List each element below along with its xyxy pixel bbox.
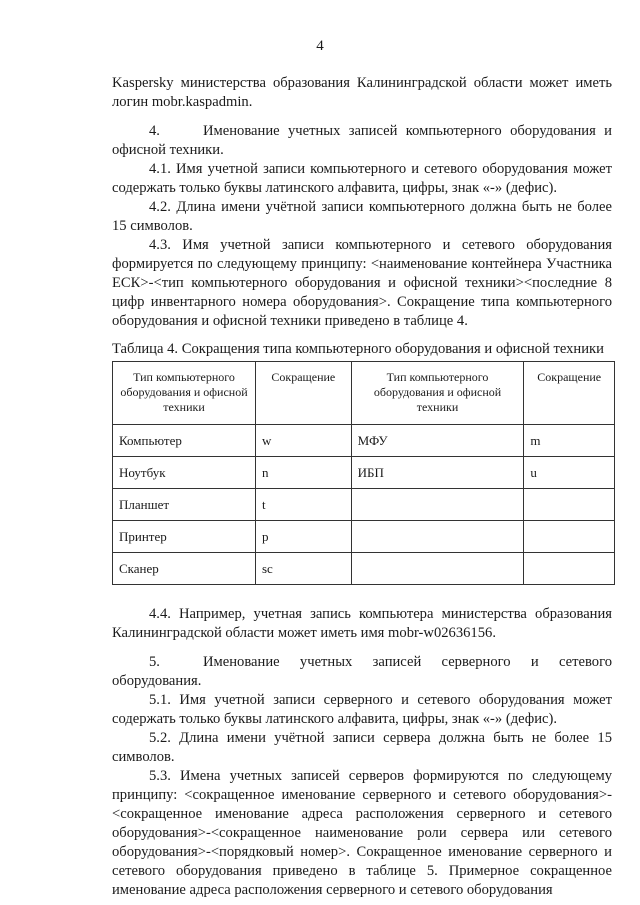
paragraph-5-3: 5.3. Имена учетных записей серверов формируются по следующему принципу: <сокращенное именование серверного и сетевого оборудования>-<сокращенное именование адреса расположения серверного и сетевого оборудования>-<сокращенное наименование роли сервера или сетевого оборудования>-<порядковый номер>. Сокращенное именование серверного и сетевого оборудования приведено в таблице 5. Примерное сокращенное именование адреса расположения серверного и сетевого оборудования <box>112 768 612 898</box>
paragraph-5-2: 5.2. Длина имени учётной записи сервера должна быть не более 15 символов. <box>112 730 612 765</box>
header-abbr-1: Сокращение <box>255 362 351 425</box>
cell-abbr: t <box>255 489 351 521</box>
header-type-1: Тип компьютерного оборудования и офисной техники <box>113 362 256 425</box>
table-row <box>113 489 615 521</box>
table-row <box>113 425 615 457</box>
cell-abbr <box>524 489 615 521</box>
header-type-2: Тип компьютерного оборудования и офисной техники <box>351 362 524 425</box>
cell-type: Ноутбук <box>113 457 256 489</box>
cell-type: Планшет <box>113 489 256 521</box>
cell-type <box>351 489 524 521</box>
cell-type: ИБП <box>351 457 524 489</box>
document-body <box>112 74 612 900</box>
cell-abbr <box>524 521 615 553</box>
table-row <box>113 553 615 585</box>
cell-type <box>351 553 524 585</box>
cell-type: Принтер <box>113 521 256 553</box>
section-5-number: 5. <box>149 654 160 670</box>
table-row <box>113 521 615 553</box>
paragraph-5-1: 5.1. Имя учетной записи серверного и сетевого оборудования может содержать только буквы латинского алфавита, цифры, знак «-» (дефис). <box>112 692 612 727</box>
cell-type: Сканер <box>113 553 256 585</box>
cell-type: Компьютер <box>113 425 256 457</box>
cell-abbr: u <box>524 457 615 489</box>
cell-abbr <box>524 553 615 585</box>
paragraph-4-1: 4.1. Имя учетной записи компьютерного и сетевого оборудования может содержать только буквы латинского алфавита, цифры, знак «-» (дефис). <box>112 161 612 196</box>
cell-type <box>351 521 524 553</box>
page-number: 4 <box>316 38 324 54</box>
abbreviation-table <box>112 361 615 585</box>
cell-abbr: p <box>255 521 351 553</box>
cell-abbr: w <box>255 425 351 457</box>
table-header-row <box>113 362 615 425</box>
header-abbr-2: Сокращение <box>524 362 615 425</box>
paragraph-intro: Kaspersky министерства образования Калининградской области может иметь логин mobr.kaspadmin. <box>112 75 612 110</box>
paragraph-4-4: 4.4. Например, учетная запись компьютера министерства образования Калининградской области может иметь имя mobr-w02636156. <box>112 606 612 641</box>
cell-abbr: n <box>255 457 351 489</box>
cell-abbr: sc <box>255 553 351 585</box>
paragraph-4-3: 4.3. Имя учетной записи компьютерного и сетевого оборудования формируется по следующему принципу: <наименование контейнера Участника ЕСК>-<тип компьютерного оборудования и офисной техники><последние 8 цифр инвентарного номера оборудования>. Сокращение типа компьютерного оборудования и офисной техники приведено в таблице 4. <box>112 237 612 329</box>
cell-type: МФУ <box>351 425 524 457</box>
paragraph-4-2: 4.2. Длина имени учётной записи компьютерного должна быть не более 15 символов. <box>112 199 612 234</box>
section-5-heading <box>112 653 612 691</box>
section-4-number: 4. <box>149 123 160 139</box>
section-4-heading <box>112 122 612 160</box>
table-row <box>113 457 615 489</box>
section-4-title: Именование учетных записей компьютерного оборудования и офисной техники. <box>112 123 612 158</box>
table-caption: Таблица 4. Сокращения типа компьютерного оборудования и офисной техники <box>112 341 604 357</box>
section-5-title: Именование учетных записей серверного и сетевого оборудования. <box>112 654 612 689</box>
cell-abbr: m <box>524 425 615 457</box>
